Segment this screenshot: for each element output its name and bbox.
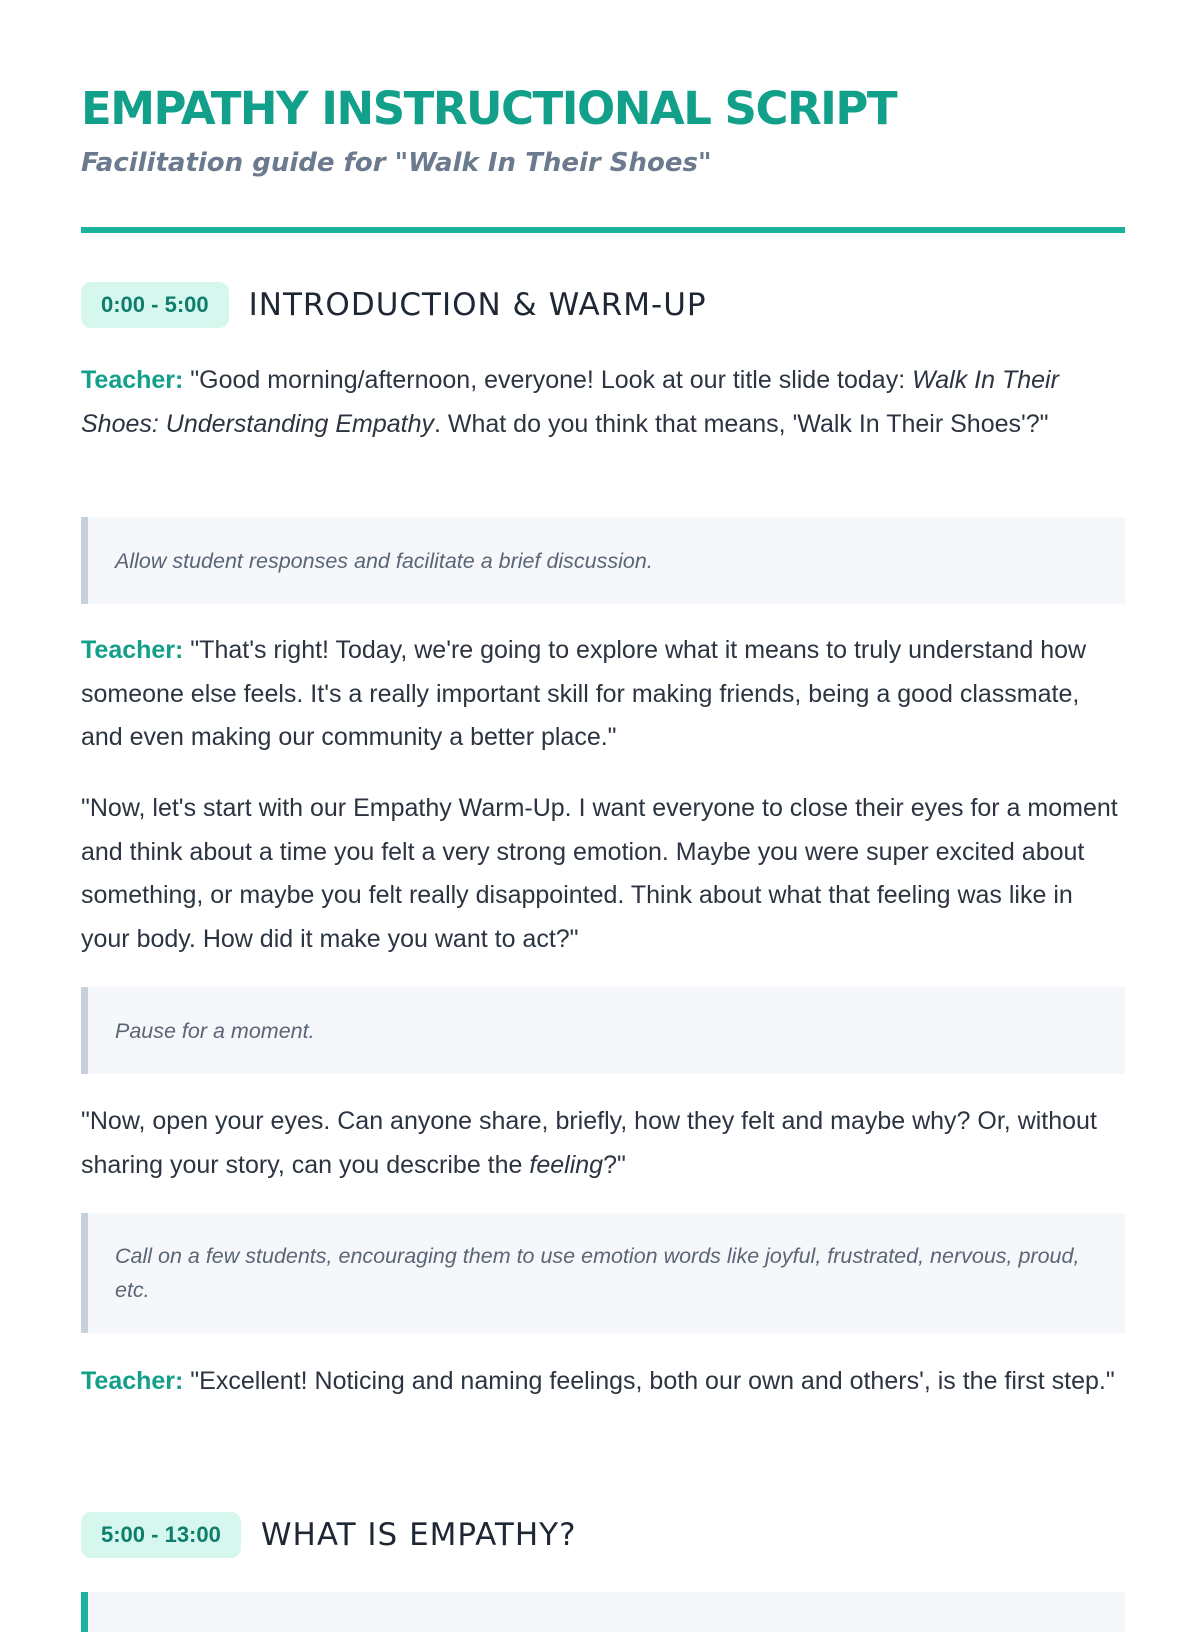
- section-title: INTRODUCTION & WARM-UP: [248, 287, 707, 323]
- teacher-line: [81, 1360, 1125, 1404]
- section-callout: [81, 1592, 1125, 1632]
- facilitator-note: [81, 1213, 1125, 1333]
- line-text: "Now, open your eyes. Can anyone share, briefly, how they felt and maybe why? Or, without sharing your story, can you describe the: [81, 1107, 1097, 1179]
- teacher-line: [81, 629, 1125, 760]
- title-divider: [81, 227, 1125, 233]
- script-paragraph: "Now, let's start with our Empathy Warm-Up. I want everyone to close their eyes for a moment and think about a time you felt a very strong emotion. Maybe you were super excited about something, or maybe you felt really disappointed. Think about what that feeling was like in your body. How did it make you want to act?": [81, 794, 1118, 953]
- line-text: . What do you think that means, 'Walk In Their Shoes'?": [434, 409, 1049, 438]
- speaker-label: Teacher:: [81, 366, 184, 394]
- facilitator-note: [81, 517, 1125, 604]
- section-title: WHAT IS EMPATHY?: [260, 1517, 577, 1553]
- page-title: EMPATHY INSTRUCTIONAL SCRIPT: [81, 82, 897, 135]
- section-header-what-is-empathy: [81, 1512, 577, 1558]
- page-subtitle: Facilitation guide for "Walk In Their Shoes": [81, 148, 712, 178]
- note-text: Call on a few students, encouraging them to use emotion words like joyful, frustrated, nervous, proud, etc.: [115, 1244, 1080, 1302]
- facilitator-note: [81, 987, 1125, 1074]
- speaker-label: Teacher:: [81, 636, 184, 664]
- time-badge: 0:00 - 5:00: [81, 282, 229, 328]
- line-italic: feeling: [529, 1150, 604, 1179]
- script-paragraph: [81, 1100, 1125, 1187]
- note-text: Pause for a moment.: [115, 1018, 315, 1043]
- teacher-line: [81, 359, 1125, 446]
- speaker-label: Teacher:: [81, 1367, 184, 1395]
- section-header-introduction: [81, 282, 707, 328]
- line-text: "Excellent! Noticing and naming feelings, both our own and others', is the first step.": [183, 1367, 1115, 1395]
- time-badge: 5:00 - 13:00: [81, 1512, 241, 1558]
- line-text: ?": [603, 1150, 626, 1179]
- note-text: Allow student responses and facilitate a brief discussion.: [115, 548, 653, 573]
- line-text: "That's right! Today, we're going to explore what it means to truly understand how someone else feels. It's a really important skill for making friends, being a good classmate, and even making our community a better place.": [81, 636, 1087, 751]
- line-text: "Good morning/afternoon, everyone! Look at our title slide today:: [183, 366, 913, 394]
- line-italic: Walk In Their Shoes: Understanding Empathy: [81, 366, 1059, 438]
